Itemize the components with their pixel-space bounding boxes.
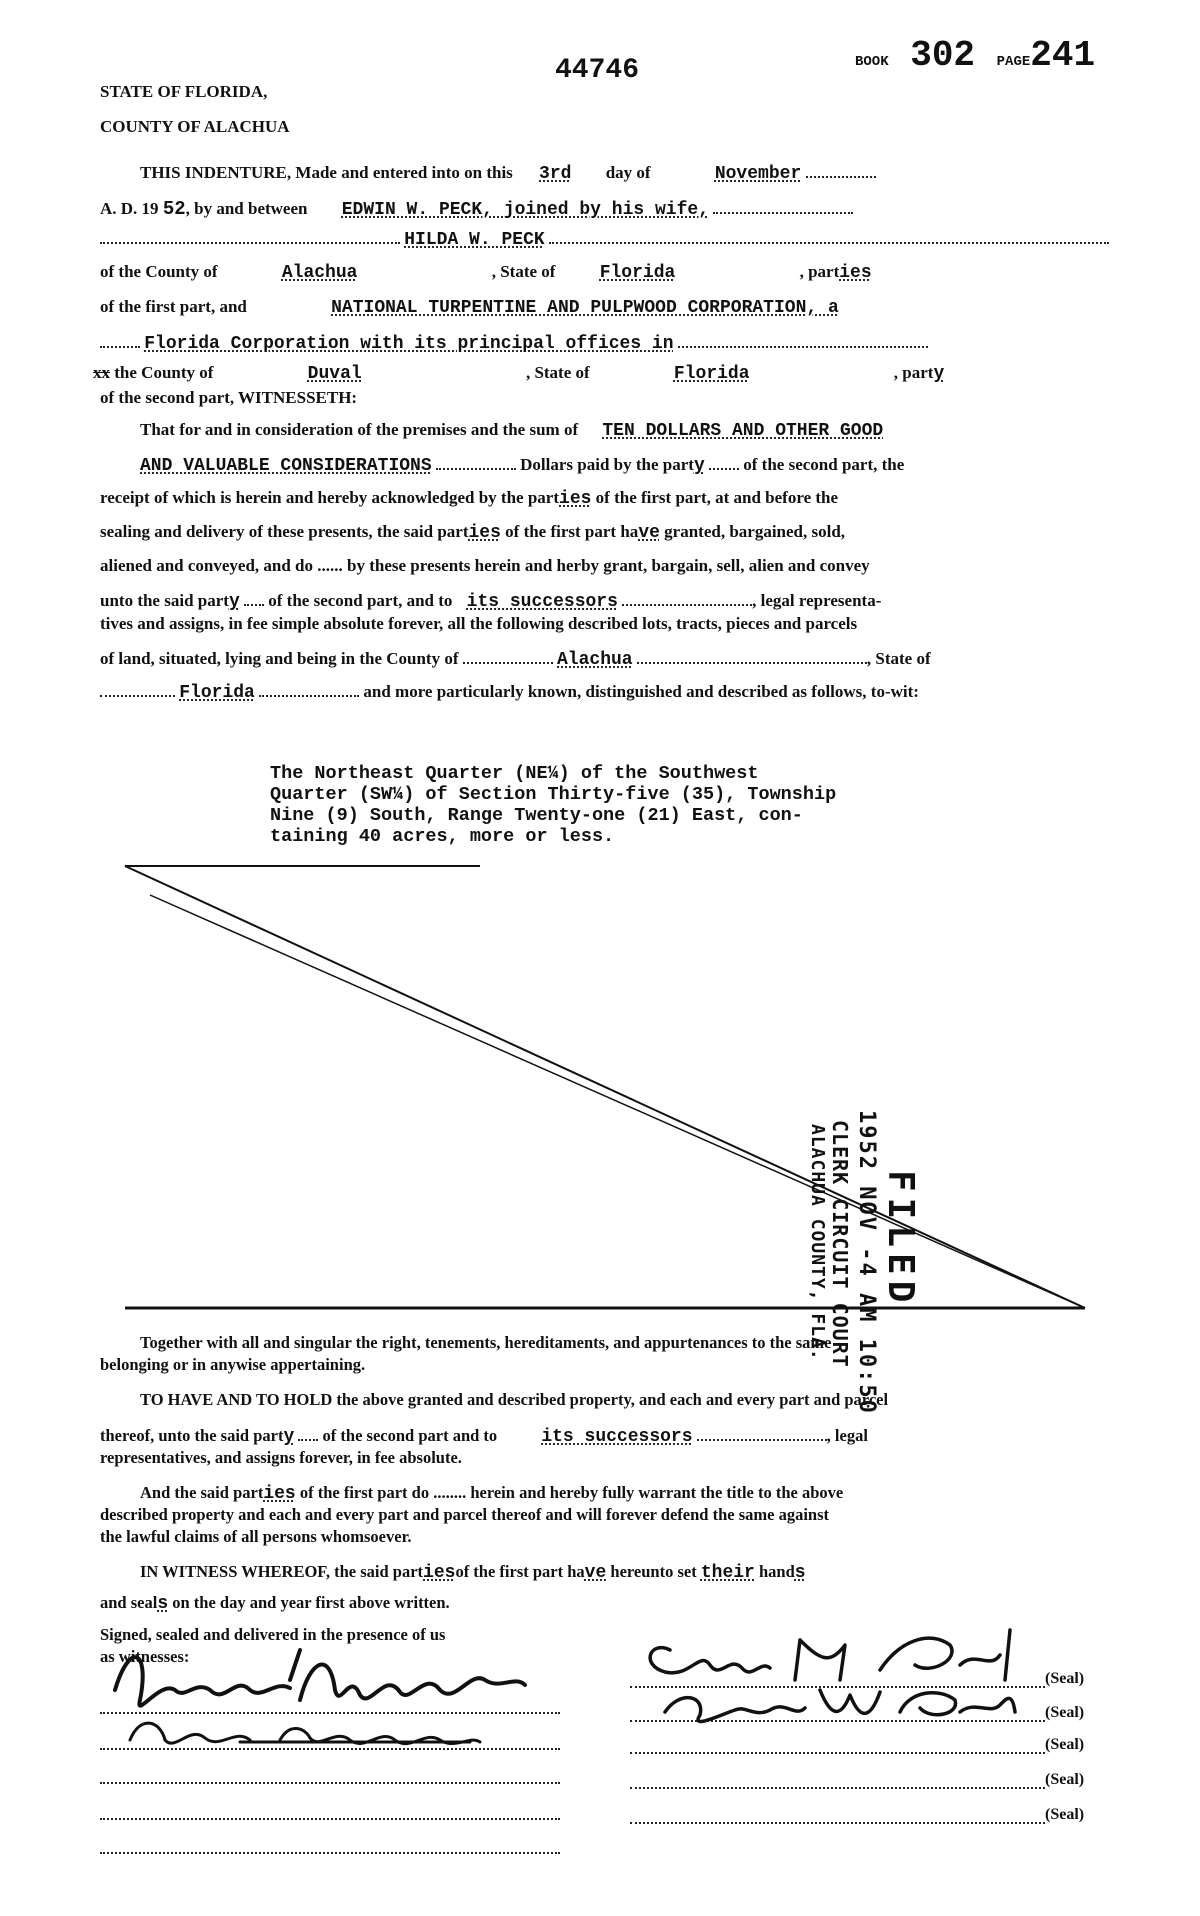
witness-signature-2 [130, 1723, 480, 1744]
of-county-text: of the County of [100, 262, 218, 281]
warrant-title-text: of the first part do ........ herein and hereby fully warrant the title to the above [299, 1483, 844, 1502]
and-seal-text: and seal [100, 1593, 158, 1612]
legal-text: , legal [826, 1426, 868, 1445]
thereof-text: thereof, unto the said part [100, 1426, 284, 1445]
warrant-line-2: described property and each and every part and parcel thereof and will forever defend the same against [100, 1505, 830, 1524]
seal-label-5: (Seal) [1045, 1806, 1085, 1823]
grantor-signature-2 [665, 1690, 1015, 1721]
seal-label-3: (Seal) [1045, 1736, 1085, 1753]
described-text: and more particularly known, distinguished and described as follows, to-wit: [363, 682, 919, 701]
consideration-amount-2: AND VALUABLE CONSIDERATIONS [140, 456, 432, 476]
first-part-text: of the first part, at and before the [595, 488, 839, 507]
second-party-state: Florida [673, 364, 750, 384]
grantee-line-1: NATIONAL TURPENTINE AND PULPWOOD CORPORATION, a [331, 298, 839, 318]
habendum-line-3: representatives, and assigns forever, in fee absolute. [100, 1448, 462, 1467]
county-heading: COUNTY OF ALACHUA [100, 117, 290, 136]
their-value: their [700, 1563, 755, 1583]
hereunto-text: hereunto set [610, 1562, 697, 1581]
day-of-text: day of [605, 163, 651, 182]
signed-line-1: Signed, sealed and delivered in the presence of us [100, 1625, 446, 1644]
first-part-text: of the first part ha [505, 522, 639, 541]
second-part-text: of the second part, and to [268, 591, 453, 610]
strike-prefix: xx [93, 363, 110, 382]
hand-text: hand [758, 1562, 795, 1581]
page-label: PAGE [996, 54, 1031, 70]
indenture-text: THIS INDENTURE, Made and entered into on this [140, 163, 513, 182]
warrant-text: And the said part [140, 1483, 264, 1502]
filed-date: 1952 NOV -4 AM 10:50 [854, 1110, 879, 1415]
sealing-text: sealing and delivery of these presents, the said part [100, 522, 469, 541]
land-county: Alachua [557, 650, 633, 670]
first-part-text: of the first part ha [455, 1562, 585, 1581]
grantee-line-2: Florida Corporation with its principal offices in [144, 334, 674, 354]
filed-county: ALACHUA COUNTY, FLA. [807, 1124, 828, 1361]
seal-label-1: (Seal) [1045, 1670, 1085, 1687]
seal-label-2: (Seal) [1045, 1704, 1085, 1721]
of-county-text: the County of [114, 363, 214, 382]
state-of-text: , State of [866, 649, 931, 668]
consideration-line-7: tives and assigns, in fee simple absolute forever, all the following described lots, tracts, pieces and parcels [100, 614, 858, 633]
party-suffix: ies [468, 523, 501, 543]
state-heading: STATE OF FLORIDA, [100, 82, 268, 101]
consideration-text: That for and in consideration of the premises and the sum of [140, 420, 579, 439]
dollars-paid-text: Dollars paid by the part [520, 455, 694, 474]
year-value: 52 [162, 198, 186, 220]
of-first-part-text: of the first part, and [100, 297, 247, 316]
book-label: BOOK [855, 54, 889, 70]
together-line-1: Together with all and singular the right, tenements, hereditaments, and appurtenances to the same [140, 1333, 832, 1352]
document-number: 44746 [555, 55, 640, 86]
part-text: , part [799, 262, 840, 281]
consideration-amount-1: TEN DOLLARS AND OTHER GOOD [602, 421, 884, 441]
verb-suffix: ve [584, 1563, 607, 1583]
part-text: , part [893, 363, 934, 382]
land-text: of land, situated, lying and being in the County of [100, 649, 459, 668]
together-line-2: belonging or in anywise appertaining. [100, 1355, 366, 1374]
receipt-text: receipt of which is herein and hereby acknowledged by the part [100, 488, 560, 507]
ad-text: A. D. 19 [100, 199, 159, 218]
party-suffix: ies [423, 1563, 456, 1583]
second-part-text: of the second part and to [322, 1426, 498, 1445]
day-value: 3rd [539, 164, 572, 184]
state-of-text: , State of [525, 363, 590, 382]
page-number: 241 [1030, 35, 1096, 76]
party-suffix: y [283, 1427, 295, 1447]
between-text: , by and between [185, 199, 308, 218]
first-party-county: Alachua [281, 263, 358, 283]
second-party-part-suffix: y [933, 364, 945, 384]
habendum-line-1: TO HAVE AND TO HOLD the above granted and described property, and each and every part and parcel [140, 1390, 889, 1409]
signed-line-2: as witnesses: [100, 1647, 190, 1666]
legal-description: The Northeast Quarter (NE¼) of the Southwest Quarter (SW¼) of Section Thirty-five (35), Township Nine (9) South, Range Twenty-one (21) East, con- taining 40 acres, more or less. [270, 763, 837, 847]
party-suffix: ies [263, 1484, 296, 1504]
successors-value: its successors [466, 592, 618, 612]
filed-clerk: CLERK CIRCUIT COURT [828, 1120, 852, 1368]
granted-text: granted, bargained, sold, [664, 522, 846, 541]
state-of-text: , State of [491, 262, 556, 281]
second-part-text: of the second part, the [743, 455, 905, 474]
consideration-line-5: aliened and conveyed, and do ...... by these presents herein and herby grant, bargain, sell, alien and convey [100, 556, 870, 575]
warrant-line-3: the lawful claims of all persons whomsoever. [100, 1527, 412, 1546]
second-party-county: Duval [307, 364, 362, 384]
witness-signature-1 [115, 1650, 525, 1706]
legal-reps-text: , legal representa- [752, 591, 882, 610]
verb-suffix: ve [638, 523, 660, 543]
party-suffix: ies [559, 489, 592, 509]
seal-label-4: (Seal) [1045, 1771, 1085, 1788]
first-party-part-suffix: ies [839, 263, 872, 283]
party-suffix: y [693, 456, 705, 476]
unto-text: unto the said part [100, 591, 229, 610]
filed-word: FILED [880, 1170, 921, 1309]
habendum-successors: its successors [541, 1427, 693, 1447]
hand-suffix: s [794, 1563, 806, 1583]
day-year-text: on the day and year first above written. [172, 1593, 450, 1612]
land-state: Florida [179, 683, 255, 703]
grantor-signature-1 [650, 1630, 1010, 1680]
month-value: November [714, 164, 802, 184]
first-party-state: Florida [599, 263, 676, 283]
book-number: 302 [910, 35, 976, 76]
seal-suffix: s [157, 1594, 169, 1614]
party-suffix: y [228, 592, 240, 612]
grantor-line-1: EDWIN W. PECK, joined by his wife, [341, 200, 709, 220]
witness-whereof-text: IN WITNESS WHEREOF, the said part [140, 1562, 424, 1581]
witnesseth-line: of the second part, WITNESSETH: [100, 388, 358, 407]
grantor-line-2: HILDA W. PECK [404, 230, 545, 250]
